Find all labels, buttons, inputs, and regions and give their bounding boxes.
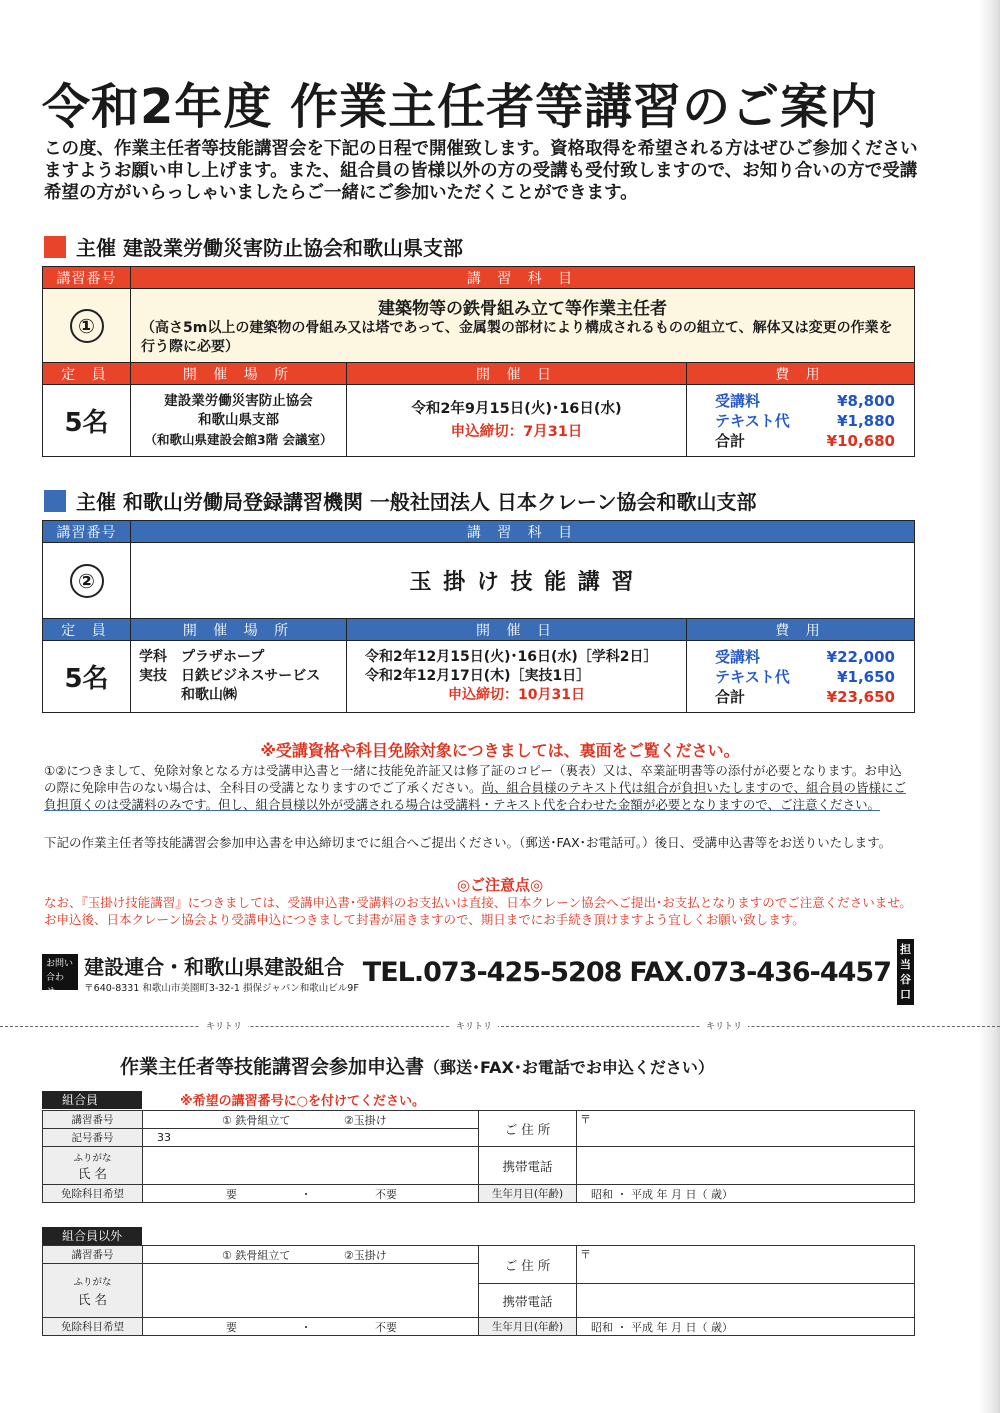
- label-exempt: 免除科目希望: [43, 1318, 143, 1336]
- exempt-options[interactable]: [143, 1318, 479, 1336]
- label-name-cell: [43, 1264, 143, 1318]
- name-field[interactable]: [143, 1264, 479, 1318]
- label-name: 氏 名: [78, 1291, 107, 1307]
- label-course: 講習番号: [43, 1246, 143, 1264]
- fee-cell: [687, 641, 915, 713]
- deadline: 申込締切：10月31日: [448, 687, 585, 703]
- course1-table: [42, 266, 915, 457]
- date-cell: [347, 641, 687, 713]
- h-place: 開 催 場 所: [131, 363, 347, 385]
- course-subject-cell: [131, 289, 915, 363]
- red-square-icon: [44, 236, 66, 258]
- page-edge-shadow: [978, 0, 1000, 1413]
- note-2: 下記の作業主任者等技能講習会参加申込書を申込締切までに組合へご提出ください。（郵送･FAX･お電話可。）後日、受講申込書等をお送りいたします。: [44, 835, 892, 850]
- label-kana: ふりがな: [73, 1152, 112, 1164]
- caution-text: なお、『玉掛け技能講習』につきましては、受講申込書･受講料のお支払いは直接、日本クレーン協会へご提出･お支払となりますのでご注意くださいませ。お申込後、日本クレーン協会より受講申込につきまして封書が届きますので、期日までにお手続き頂けますよう宜しくお願い致します。: [44, 895, 912, 927]
- course2-table: [42, 520, 915, 713]
- mobile-field[interactable]: [577, 1284, 915, 1318]
- h-place: 開 催 場 所: [131, 619, 347, 641]
- fee-label: 受講料: [715, 391, 761, 410]
- h-subject: 講 習 科 目: [131, 521, 915, 543]
- option-tamakake[interactable]: ②玉掛け: [343, 1113, 387, 1127]
- place-label: 学科: [139, 649, 167, 665]
- date: 令和2年12月17日(木)［実技1日］: [365, 668, 591, 684]
- label-name-cell: [43, 1147, 143, 1185]
- address-field[interactable]: [577, 1111, 915, 1147]
- birth-field[interactable]: 昭和 ・ 平成 年 月 日（ 歳）: [577, 1185, 915, 1203]
- course-title: 玉 掛 け 技 能 講 習: [131, 543, 915, 619]
- place-value: 和歌山㈱: [181, 687, 237, 703]
- form1-tag: 組合員: [42, 1091, 142, 1109]
- label-address: ご 住 所: [479, 1111, 577, 1147]
- label-course: 講習番号: [43, 1111, 143, 1129]
- member-no-field[interactable]: 33: [143, 1129, 479, 1147]
- section1-heading-text: 主催 建設業労働災害防止協会和歌山県支部: [76, 236, 463, 260]
- course-title: 建築物等の鉄骨組み立て等作業主任者: [378, 299, 667, 319]
- place-line: （和歌山県建設会館3階 会議室）: [144, 432, 333, 447]
- contact-person-line: 谷口: [900, 973, 911, 1001]
- form2-tag: 組合員以外: [42, 1227, 142, 1245]
- capacity: 5名: [43, 385, 131, 457]
- fee-cell: [687, 385, 915, 457]
- exempt-yes[interactable]: 要: [226, 1187, 237, 1201]
- label-address: ご 住 所: [479, 1246, 577, 1284]
- course-options[interactable]: [143, 1111, 479, 1129]
- h-capacity: 定 員: [43, 363, 131, 385]
- course-number-cell: [43, 543, 131, 619]
- capacity: 5名: [43, 641, 131, 713]
- fee-label: 受講料: [715, 647, 761, 666]
- note-1a: ①②につきまして、免除対象となる方は受講申込書と一緒に技能免許証又は修了証のコピー（裏表）又は、卒業証明書等の添付が必要となります。お申込の際に免除申告のない場合は、全科目の受講となりますのでご了承ください。: [44, 763, 902, 795]
- course-options[interactable]: [143, 1246, 479, 1264]
- label-birth: 生年月日(年齢): [479, 1318, 577, 1336]
- place-line: 建設業労働災害防止協会: [164, 393, 313, 409]
- section2-heading: [44, 486, 757, 515]
- h-capacity: 定 員: [43, 619, 131, 641]
- h-number: 講習番号: [43, 267, 131, 289]
- postal-mark: 〒: [580, 1113, 591, 1126]
- section1-heading: [44, 232, 463, 261]
- place-line: 和歌山県支部: [198, 412, 279, 428]
- name-field[interactable]: [143, 1147, 479, 1185]
- date-cell: [347, 385, 687, 457]
- contact-box: [42, 954, 78, 1025]
- contact-person: [897, 939, 914, 1005]
- fee-label: テキスト代: [715, 667, 790, 686]
- label-exempt: 免除科目希望: [43, 1185, 143, 1203]
- blue-square-icon: [44, 490, 66, 512]
- cut-line: [0, 1026, 1000, 1027]
- fee-value: ¥1,880: [837, 411, 895, 430]
- course-number-cell: [43, 289, 131, 363]
- exempt-no[interactable]: 不要: [375, 1320, 397, 1334]
- cut-label: キリトリ: [450, 1019, 498, 1032]
- course-number: ②: [70, 564, 104, 598]
- note-1b: 尚、組合員様のテキスト代は組合が負担いたしますので、組合員の皆様にご負担頂くのは受講料のみです。但し、組合員様以外が受講される場合は受講料・テキスト代を合わせた金額が必要となりますので、ご注意ください。: [44, 780, 907, 812]
- contact-box-line: お申し込み: [46, 1001, 74, 1025]
- form2-table: [42, 1245, 915, 1336]
- fee-value: ¥8,800: [837, 391, 895, 410]
- h-fee: 費 用: [687, 363, 915, 385]
- h-date: 開 催 日: [347, 363, 687, 385]
- cut-label: キリトリ: [700, 1019, 748, 1032]
- contact-tel: TEL.073-425-5208: [362, 956, 622, 988]
- h-number: 講習番号: [43, 521, 131, 543]
- caution-title: ◎ご注意点◎: [456, 876, 544, 894]
- date: 令和2年12月15日(火)･16日(水)［学科2日］: [365, 649, 658, 665]
- form-title-sub: （郵送･FAX･お電話でお申込ください）: [424, 1058, 714, 1077]
- contact-address: 〒640-8331 和歌山市美園町3-32-1 損保ジャパン和歌山ビル9F: [84, 982, 359, 994]
- h-subject: 講 習 科 目: [131, 267, 915, 289]
- contact-box-line: お問い合わせ・: [46, 959, 74, 997]
- deadline: 申込締切：7月31日: [450, 423, 583, 440]
- place-value: 日鉄ビジネスサービス: [181, 668, 321, 684]
- note-1: [44, 762, 914, 813]
- label-member-no: 記号番号: [43, 1129, 143, 1147]
- course-number: ①: [70, 309, 104, 343]
- option-steel[interactable]: ① 鉄骨組立て: [222, 1248, 291, 1262]
- fee-value: ¥22,000: [826, 647, 895, 666]
- section2-heading-text: 主催 和歌山労働局登録講習機関 一般社団法人 日本クレーン協会和歌山支部: [76, 490, 757, 514]
- option-steel[interactable]: ① 鉄骨組立て: [222, 1113, 291, 1127]
- form-title-main: 作業主任者等技能講習会参加申込書: [120, 1056, 425, 1078]
- cut-label: キリトリ: [200, 1019, 248, 1032]
- contact-org: 建設連合・和歌山県建設組合: [84, 954, 345, 979]
- exempt-no[interactable]: 不要: [375, 1187, 397, 1201]
- label-mobile: 携帯電話: [479, 1284, 577, 1318]
- exempt-options[interactable]: [143, 1185, 479, 1203]
- fee-total: ¥23,650: [826, 687, 895, 706]
- option-tamakake[interactable]: ②玉掛け: [343, 1248, 387, 1262]
- label-mobile: 携帯電話: [479, 1147, 577, 1185]
- place-label: 実技: [139, 668, 167, 684]
- course-desc: （高さ5m以上の建築物の骨組み又は塔であって、金属製の部材により構成されるものの組立て、解体又は変更の作業を行う際に必要）: [141, 320, 893, 355]
- h-date: 開 催 日: [347, 619, 687, 641]
- label-birth: 生年月日(年齢): [479, 1185, 577, 1203]
- fee-label: 合計: [715, 687, 746, 706]
- place-cell: [131, 385, 347, 457]
- exempt-dot: ・: [300, 1187, 312, 1201]
- label-kana: ふりがな: [73, 1276, 112, 1288]
- date: 令和2年9月15日(火)･16日(水): [411, 400, 622, 417]
- contact-bar: [42, 943, 914, 1025]
- exempt-yes[interactable]: 要: [226, 1320, 237, 1334]
- mobile-field[interactable]: [577, 1147, 915, 1185]
- place-cell: [131, 641, 347, 713]
- place-value: プラザホープ: [181, 649, 265, 665]
- contact-org-block: [84, 951, 359, 994]
- label-name: 氏 名: [78, 1165, 107, 1181]
- notice-red: ※受講資格や科目免除対象につきましては、裏面をご覧ください。: [260, 741, 740, 760]
- birth-field[interactable]: 昭和 ・ 平成 年 月 日（ 歳）: [577, 1318, 915, 1336]
- intro-text: この度、作業主任者等技能講習会を下記の日程で開催致します。資格取得を希望される方はぜひご参加くださいますようお願い申し上げます。また、組合員の皆様以外の方の受講も受付致しますので、お知り合いの方で受講希望の方がいらっしゃいましたらご一緒にご参加いただくことができます。: [44, 139, 918, 203]
- form-instruction: ※希望の講習番号に○を付けてください。: [180, 1094, 425, 1109]
- form-title: [120, 1052, 714, 1079]
- fee-total: ¥10,680: [826, 431, 895, 450]
- h-fee: 費 用: [687, 619, 915, 641]
- contact-fax: FAX.073-436-4457: [629, 956, 891, 988]
- fee-label: テキスト代: [715, 411, 790, 430]
- address-field[interactable]: [577, 1246, 915, 1284]
- contact-person-line: 担当: [900, 943, 911, 971]
- exempt-dot: ・: [300, 1320, 312, 1334]
- postal-mark: 〒: [580, 1248, 591, 1261]
- form1-table: [42, 1110, 915, 1203]
- fee-value: ¥1,650: [837, 667, 895, 686]
- page-title: 令和2年度 作業主任者等講習のご案内: [42, 79, 879, 135]
- fee-label: 合計: [715, 431, 746, 450]
